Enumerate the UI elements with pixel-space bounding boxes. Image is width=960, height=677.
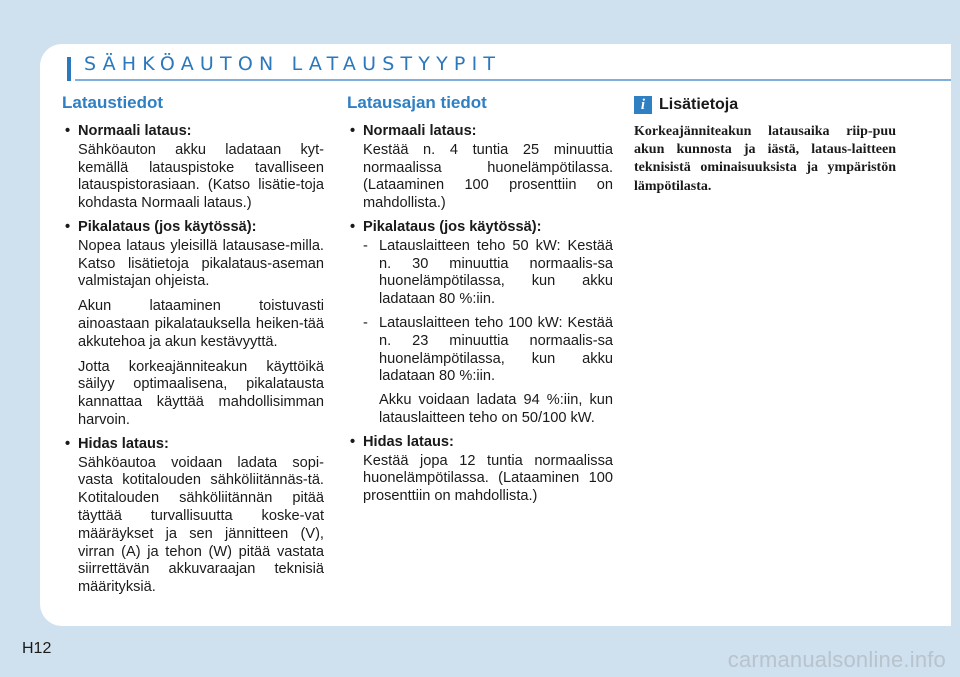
info-icon: i (634, 96, 652, 114)
item-heading: Hidas lataus: (78, 435, 169, 452)
section-title: SÄHKÖAUTON LATAUSTYYPIT (84, 53, 502, 75)
dash-text: Latauslaitteen teho 50 kW: Kestää n. 30 minuuttia normaalis-sa huonelämpötilassa, kun akku ladataan 80 %:iin. (379, 237, 613, 308)
bullet-icon: • (65, 435, 71, 452)
list-item-fast-charging (62, 219, 324, 430)
bullet-icon: • (65, 123, 71, 139)
item-heading: Normaali lataus: (363, 123, 477, 139)
heading-lataustiedot: Lataustiedot (62, 93, 164, 112)
watermark: carmanualsonline.info (727, 647, 946, 672)
item-paragraph: Sähköautoa voidaan ladata sopi-vasta kotitalouden sähköliitännäs-tä. Kotitalouden sähköliitännän pitää täyttää turvallisuutta koske-vat määräykset ja sen jännitteen (V), virran (A) ja tehon (W) pitää vastata siirrettävän akkuvaraajan teknisiä määrityksiä. (78, 454, 324, 596)
item-heading: Normaali lataus: (78, 123, 192, 139)
item-paragraph: Kestää n. 4 tuntia 25 minuuttia normaalissa huonelämpötilassa. (Lataaminen 100 prosenttiin on mahdollista.) (363, 141, 613, 212)
info-header (634, 96, 896, 114)
item-paragraph: Jotta korkeajänniteakun käyttöikä säilyy optimaalisena, pikalatausta kannattaa käyttää mahdollisimman harvoin. (78, 358, 324, 428)
bullet-icon: • (350, 433, 356, 450)
dash-note: Akku voidaan ladata 94 %:iin, kun latauslaitteen teho on 50/100 kW. (379, 392, 613, 426)
list-item-slow-charging (62, 436, 324, 597)
item-paragraph: Kestää jopa 12 tuntia normaalissa huonelämpötilassa. (Lataaminen 100 prosenttiin on mahdollista.) (363, 452, 613, 505)
dash-icon: - (363, 314, 368, 331)
header-accent-bar (67, 57, 71, 81)
item-paragraph: Nopea lataus yleisillä latausase-milla. Katso lisätietoja pikalataus-aseman valmistajan ohjeista. (78, 237, 324, 290)
list-item-fast-charging-time (347, 219, 613, 428)
bullet-icon: • (350, 123, 356, 139)
heading-latausajan-tiedot: Latausajan tiedot (347, 93, 487, 112)
item-heading: Pikalataus (jos käytössä): (363, 218, 542, 235)
bullet-icon: • (65, 218, 71, 235)
info-title: Lisätietoja (659, 96, 739, 114)
page-number: H12 (22, 640, 52, 657)
dash-item-100kw (363, 315, 613, 386)
dash-text: Latauslaitteen teho 100 kW: Kestää n. 23 minuuttia normaalis-sa huonelämpötilassa, kun akku ladataan 80 %:iin. (379, 314, 613, 385)
bullet-icon: • (350, 218, 356, 235)
item-paragraph: Sähköauton akku ladataan kyt-kemällä latauspistoke tavalliseen latauspistorasiaan. (Katso lisätie-toja kohdasta Normaali lataus.) (78, 141, 324, 212)
info-box (634, 92, 896, 196)
header-underline (75, 79, 951, 81)
dash-icon: - (363, 237, 368, 254)
list-item-normal-charging-time (347, 123, 613, 213)
column-charging-time (347, 92, 613, 512)
item-heading: Pikalataus (jos käytössä): (78, 218, 257, 235)
item-paragraph: Akun lataaminen toistuvasti ainoastaan pikalatauksella heiken-tää akkutehoa ja akun kestävyyttä. (78, 298, 324, 350)
item-heading: Hidas lataus: (363, 433, 454, 450)
column-charging-info (62, 92, 324, 603)
dash-item-50kw (363, 238, 613, 309)
list-item-normal-charging (62, 123, 324, 213)
info-text: Korkeajänniteakun latausaika riip-puu akun kunnosta ja iästä, lataus-laitteen teknisistä ominaisuuksista ja ympäristön lämpötilasta. (634, 124, 896, 194)
list-item-slow-charging-time (347, 434, 613, 506)
